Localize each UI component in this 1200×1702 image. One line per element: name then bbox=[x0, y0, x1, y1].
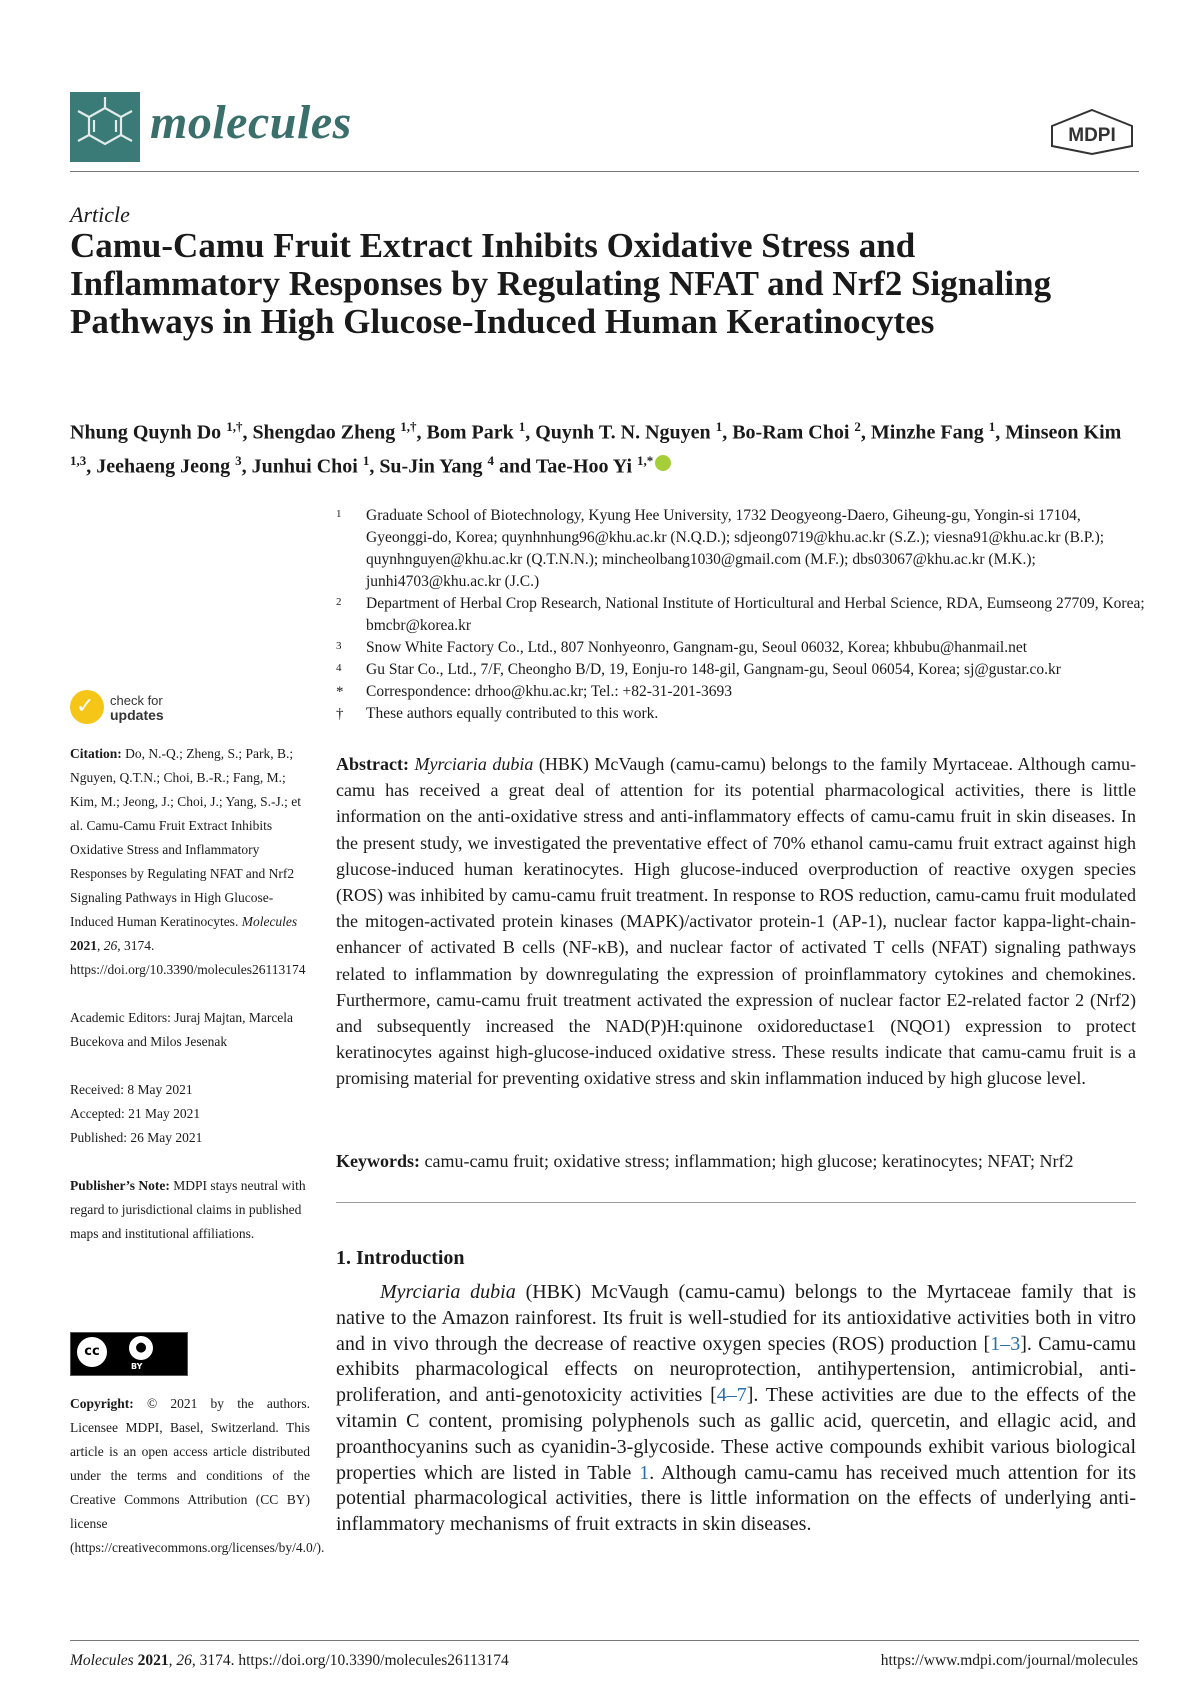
citation-journal: Molecules bbox=[241, 914, 298, 929]
author-affiliation-marker: 4 bbox=[487, 452, 495, 468]
citation-block: Citation: Do, N.-Q.; Zheng, S.; Park, B.; Nguyen, Q.T.N.; Choi, B.-R.; Fang, M.; Kim, M.; Jeong, J.; Choi, J.; Yang, S.-J.; et al. Camu-Camu Fruit Extract Inhibits Oxidative Stress and Inflammatory Responses by Regulating NFAT and Nrf2 Signaling Pathways in High Glucose-Induced Human Keratinocytes. Molecules 2021, 26, 3174. https://doi.org/10.3390/molecules26113174 bbox=[70, 746, 306, 977]
section-divider bbox=[336, 1202, 1136, 1203]
abstract-text: (HBK) McVaugh (camu-camu) belongs to the family Myrtaceae. Although camu-camu has received a great deal of attention for its potential pharmacological activities, there is little information on the anti-oxidative stress and anti-inflammatory effects of camu-camu fruit in skin diseases. In the present study, we investigated the preventative effect of 70% ethanol camu-camu fruit extract against high glucose-induced human keratinocytes. High glucose-induced overproduction of reactive oxygen species (ROS) was inhibited by camu-camu fruit treatment. In response to ROS reduction, camu-camu fruit modulated the mitogen-activated protein kinases (MAPK)/activator protein-1 (AP-1), nuclear factor kappa-light-chain-enhancer of activated B cells (NF-κB), and nuclear factor of activated T cells (NFAT) signaling pathways related to inflammation by downregulating the expression of proinflammatory cytokines and chemokines. Furthermore, camu-camu fruit treatment activated the expression of nuclear factor E2-related factor 2 (Nrf2) and subsequently increased the NAD(P)H:quinone oxidoreductase1 (NQO1) expression to protect keratinocytes against high-glucose-induced oxidative stress. These results indicate that camu-camu fruit is a promising material for preventing oxidative stress and skin inflammation induced by high glucose level. bbox=[336, 754, 1136, 1089]
affiliation-marker: 4 bbox=[336, 662, 342, 674]
affiliation-item bbox=[336, 593, 1146, 637]
table-1-link[interactable]: 1 bbox=[639, 1461, 650, 1484]
intro-species: Myrciaria dubia bbox=[380, 1281, 516, 1303]
orcid-icon[interactable] bbox=[655, 455, 671, 471]
citation-label: Citation: bbox=[70, 746, 122, 761]
author-name: Shengdao Zheng bbox=[252, 421, 401, 444]
intro-text-4: . Although camu-camu has received much attention for its potential pharmacological activities, there is little information on the effects of underlying anti-inflammatory mechanisms of fruit extracts in skin diseases. bbox=[336, 1461, 1136, 1536]
accepted-date: Accepted: 21 May 2021 bbox=[70, 1106, 201, 1121]
affiliation-item bbox=[336, 659, 1146, 681]
footer-journal-url[interactable]: https://www.mdpi.com/journal/molecules bbox=[880, 1652, 1138, 1669]
author-name: Jeehaeng Jeong bbox=[96, 455, 236, 478]
author-name: Quynh T. N. Nguyen bbox=[535, 421, 716, 444]
keywords-label: Keywords: bbox=[336, 1151, 420, 1171]
publisher-note-label: Publisher’s Note: bbox=[70, 1178, 170, 1193]
citation-volume: 26 bbox=[103, 938, 118, 953]
affiliation-text: Gu Star Co., Ltd., 7/F, Cheongho B/D, 19, Eonju-ro 148-gil, Gangnam-gu, Seoul 06054, Korea; sj@gustar.co.kr bbox=[366, 661, 1061, 678]
footer-journal: Molecules bbox=[70, 1652, 134, 1669]
affiliation-item bbox=[336, 637, 1146, 659]
abstract-label: Abstract: bbox=[336, 754, 409, 774]
citation-doi-link[interactable]: , 3174. https://doi.org/10.3390/molecules26113174 bbox=[70, 938, 306, 977]
affiliation-text: Department of Herbal Crop Research, National Institute of Horticultural and Herbal Science, RDA, Eumseong 27709, Korea; bmcbr@korea.kr bbox=[366, 595, 1145, 634]
copyright-text: © 2021 by the authors. Licensee MDPI, Basel, Switzerland. This article is an open access article distributed under the terms and conditions of the Creative Commons Attribution (CC BY) license (https://creativecommons.org/licenses/by/4.0/). bbox=[70, 1396, 325, 1555]
published-date: Published: 26 May 2021 bbox=[70, 1130, 203, 1145]
sidebar bbox=[70, 742, 310, 1270]
author-affiliation-marker: 1 bbox=[518, 419, 526, 434]
cc-by-license-badge[interactable] bbox=[70, 1332, 188, 1376]
author-affiliation-marker: 1,* bbox=[637, 452, 654, 468]
check-updates-label-top: check for bbox=[110, 693, 163, 708]
copyright-label: Copyright: bbox=[70, 1396, 134, 1411]
author-name: Bo-Ram Choi bbox=[732, 421, 855, 444]
mdpi-logo-text: MDPI bbox=[1068, 125, 1116, 146]
author-name: Su-Jin Yang bbox=[379, 455, 488, 478]
article-type: Article bbox=[70, 202, 130, 227]
dates-block bbox=[70, 1078, 310, 1150]
check-updates-label-bottom: updates bbox=[110, 707, 164, 723]
crossmark-icon: ✓ bbox=[70, 690, 104, 724]
reference-link-4-7[interactable]: 4–7 bbox=[716, 1384, 747, 1407]
author-affiliation-marker: 1,† bbox=[226, 419, 243, 434]
affiliation-marker: 2 bbox=[336, 596, 342, 608]
footer-doi-link[interactable]: , 3174. https://doi.org/10.3390/molecules26113174 bbox=[191, 1652, 509, 1669]
article-title: Camu-Camu Fruit Extract Inhibits Oxidative Stress and Inflammatory Responses by Regulating NFAT and Nrf2 Signaling Pathways in High Glucose-Induced Human Keratinocytes bbox=[70, 226, 1052, 341]
affiliations bbox=[336, 505, 1146, 725]
publisher-note bbox=[70, 1174, 310, 1246]
intro-paragraph bbox=[336, 1280, 1136, 1538]
author-affiliation-marker: 1 bbox=[988, 419, 996, 434]
intro-text-3: ]. These activities are due to the effects of the vitamin C content, promising polyphenols such as gallic acid, quercetin, and ellagic acid, and proanthocyanins such as cyanidin-3-glycoside. These active compounds exhibit various biological properties which are listed in Table bbox=[336, 1384, 1136, 1484]
affiliation-item bbox=[336, 703, 1146, 725]
header-divider bbox=[70, 171, 1139, 172]
author-name: Nhung Quynh Do bbox=[70, 421, 227, 444]
intro-text-2: ]. Camu-camu exhibits pharmacological effects on neuroprotection, antihypertension, antimicrobial, anti-proliferation, and anti-genotoxicity activities [ bbox=[336, 1332, 1137, 1407]
affiliation-text: Correspondence: drhoo@khu.ac.kr; Tel.: +82-31-201-3693 bbox=[366, 683, 733, 700]
affiliation-item bbox=[336, 505, 1146, 593]
keywords bbox=[336, 1148, 1136, 1174]
author-affiliation-marker: 1 bbox=[715, 419, 723, 434]
cc-icon: cc bbox=[77, 1337, 107, 1367]
affiliation-text: Snow White Factory Co., Ltd., 807 Nonhyeonro, Gangnam-gu, Seoul 06032, Korea; khbubu@hanmail.net bbox=[366, 639, 1028, 656]
academic-editors: Academic Editors: Juraj Majtan, Marcela Bucekova and Milos Jesenak bbox=[70, 1010, 294, 1049]
attribution-person-icon: ● bbox=[129, 1336, 153, 1360]
author-affiliation-marker: 2 bbox=[854, 419, 861, 434]
mdpi-logo[interactable] bbox=[1048, 108, 1136, 156]
abstract bbox=[336, 751, 1136, 1092]
received-date: Received: 8 May 2021 bbox=[70, 1082, 193, 1097]
intro-heading: 1. Introduction bbox=[336, 1247, 465, 1269]
journal-name[interactable]: molecules bbox=[150, 96, 352, 149]
author-name: Minzhe Fang bbox=[870, 421, 989, 444]
affiliation-marker: 3 bbox=[336, 640, 342, 652]
reference-link-1-3[interactable]: 1–3 bbox=[990, 1332, 1021, 1355]
affiliation-marker: * bbox=[336, 684, 344, 700]
affiliation-item bbox=[336, 681, 1146, 703]
publisher-note-text: MDPI stays neutral with regard to jurisdictional claims in published maps and institutional affiliations. bbox=[70, 1178, 306, 1241]
author-affiliation-marker: 1,† bbox=[400, 419, 417, 434]
citation-year: 2021 bbox=[70, 938, 97, 953]
author-name: Junhui Choi bbox=[251, 455, 363, 478]
intro-text-1: (HBK) McVaugh (camu-camu) belongs to the Myrtaceae family that is native to the Amazon rainforest. Its fruit is well-studied for its antioxidative activities both in vitro and in vivo through the decrease of reactive oxygen species (ROS) production [ bbox=[336, 1281, 1136, 1355]
keywords-text: camu-camu fruit; oxidative stress; inflammation; high glucose; keratinocytes; NFAT; Nrf2 bbox=[424, 1151, 1074, 1171]
footer-year: 2021 bbox=[137, 1652, 169, 1669]
author-affiliation-marker: 1 bbox=[362, 452, 370, 468]
author-affiliation-marker: 1,3 bbox=[70, 452, 87, 468]
affiliation-marker: † bbox=[336, 706, 344, 722]
affiliation-text: These authors equally contributed to this work. bbox=[366, 705, 659, 722]
affiliation-text: Graduate School of Biotechnology, Kyung Hee University, 1732 Deogyeong-Daero, Giheung-gu, Yongin-si 17104, Gyeonggi-do, Korea; quynhnhung96@khu.ac.kr (N.Q.D.); sdjeong0719@khu.ac.kr (S.Z.); viesna91@khu.ac.kr (B.P.); quynhnguyen@khu.ac.kr (Q.T.N.N.); mincheolbang1030@gmail.com (M.F.); dbs03067@khu.ac.kr (M.K.); junhi4703@khu.ac.kr (J.C.) bbox=[366, 507, 1105, 590]
journal-logo-icon bbox=[70, 92, 140, 162]
author-affiliation-marker: 3 bbox=[235, 452, 242, 468]
footer-divider bbox=[70, 1640, 1139, 1641]
citation-text: Do, N.-Q.; Zheng, S.; Park, B.; Nguyen, Q.T.N.; Choi, B.-R.; Fang, M.; Kim, M.; Jeong, J.; Choi, J.; Yang, S.-J.; et al. Camu-Camu Fruit Extract Inhibits Oxidative Stress and Inflammatory Responses by Regulating NFAT and Nrf2 Signaling Pathways in High Glucose-Induced Human Keratinocytes. bbox=[70, 746, 302, 929]
affiliation-marker: 1 bbox=[336, 508, 342, 520]
author-name: Minseon Kim bbox=[1005, 421, 1122, 444]
author-name: Tae-Hoo Yi bbox=[535, 455, 638, 478]
footer-citation: Molecules 2021, 26, 3174. https://doi.org/10.3390/molecules26113174 bbox=[70, 1652, 509, 1669]
footer-volume: 26 bbox=[176, 1652, 192, 1669]
author-list: Nhung Quynh Do $^{1,\dagger}$, Shengdao Zheng $^{1,\dagger}$, Bom Park $^1$, Quynh T. N. Nguyen $^1$, Bo-Ram Choi $^2$, Minzhe Fang $^1$, Minseon Kim $^{1,3}$, Jeehaeng Jeong $^3$, Junhui Choi $^1$, Su-Jin Yang $^4$ and Tae-Hoo Yi $^{1,*}$ bbox=[70, 419, 1122, 478]
by-label: BY bbox=[131, 1362, 143, 1371]
copyright-block bbox=[70, 1392, 325, 1560]
abstract-species: Myrciaria dubia bbox=[414, 754, 534, 774]
check-for-updates-button[interactable] bbox=[70, 690, 200, 730]
author-name: Bom Park bbox=[426, 421, 519, 444]
